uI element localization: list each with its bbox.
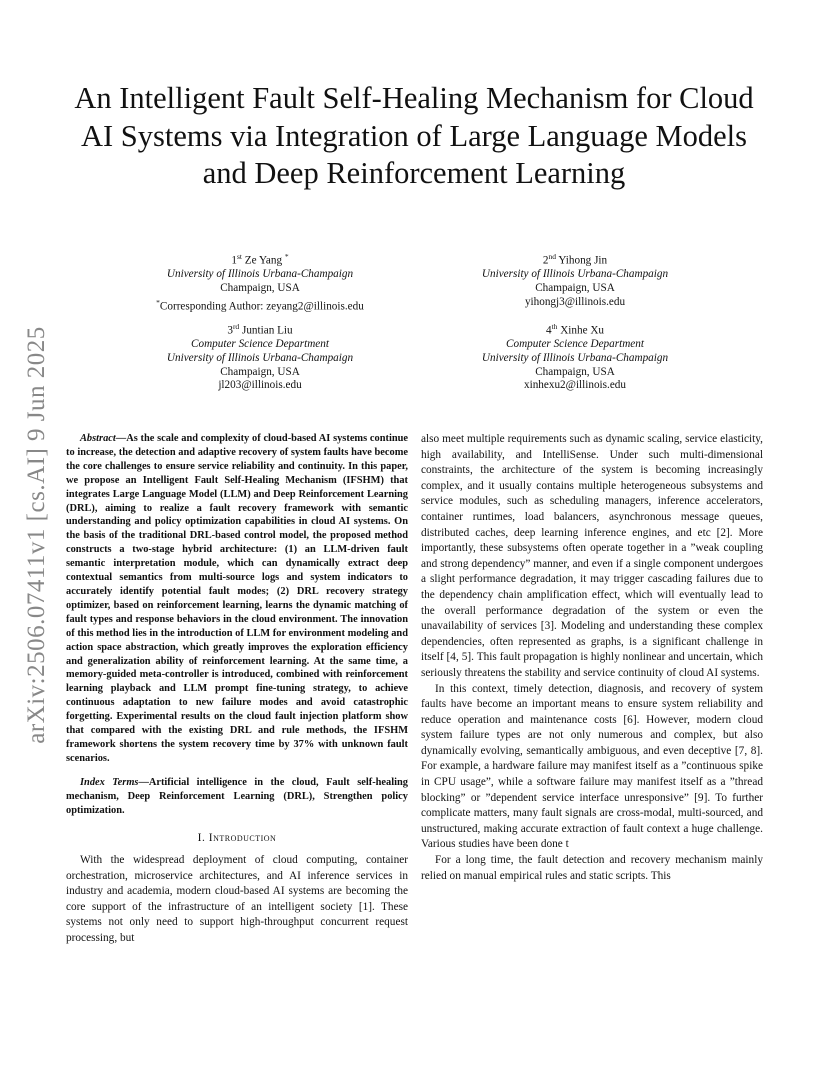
intro-paragraph: With the widespread deployment of cloud computing, container orchestration, microservice architectures, and AI inference services in industry and academia, modern cloud-based AI systems are becoming the core support of the infrastructure of an intelligent society [1]. These systems not only need to support high-throughput concurrent request processing, but — [66, 854, 408, 945]
index-terms-text: —Artificial intelligence in the cloud, Fault self-healing mechanism, Deep Reinforcement Learning (DRL), Strengthen policy optimization. — [66, 776, 408, 816]
arxiv-id: arXiv:2506.07411v1 [cs.AI] 9 Jun 2025 — [23, 326, 50, 744]
section-heading: I. Introduction — [197, 832, 277, 845]
abstract-text: —As the scale and complexity of cloud-based AI systems continue to increase, the detection and adaptive recovery of system faults have become the core challenges to ensure service reliability and continuity. In this paper, we propose an Intelligent Fault Self-Healing Mechanism (IFSHM) that integrates Large Language Model (LLM) and Deep Reinforcement Learning (DRL), aiming to realize a fault recovery framework with semantic understanding and policy optimization capabilities in cloud AI systems. On the basis of the traditional DRL-based control model, the proposed method constructs a two-stage hybrid architecture: (1) an LLM-driven fault semantic interpretation module, which can dynamically extract deep contextual semantics from multi-source logs and system indicators to accurately identify potential fault modes; (2) DRL recovery strategy optimizer, based on reinforcement learning, learns the dynamic matching of fault types and response behaviors in the cloud environment. The innovation of this method lies in the introduction of LLM for environment modeling and action space abstraction, which greatly improves the exploration efficiency and generalization ability of reinforcement learning. At the same time, a memory-guided meta-controller is introduced, combined with reinforcement learning playback and LLM prompt fine-tuning strategy, to achieve continuous adaptation to new failure modes and avoid catastrophic forgetting. Experimental results on the cloud fault injection platform show that compared with the existing DRL and rule methods, the IFSHM framework shortens the system recovery time by 37% with unknown fault scenarios. — [66, 433, 408, 764]
author-block-1 — [110, 250, 410, 314]
author-affiliation: University of Illinois Urbana-Champaign — [481, 351, 669, 364]
author-affiliation: University of Illinois Urbana-Champaign — [166, 351, 354, 364]
body-paragraph: also meet multiple requirements such as dynamic scaling, service elasticity, high availability, and IntelliSense. Under such multi-dimensional constraints, the architecture of the system is becoming increasingly complex, and it usually contains multiple heterogeneous subsystems and service modules, such as scheduling managers, inference accelerators, container runtimes, load balancers, asynchronous message queues, distributed caches, deep learning inference engines, and etc [2]. More importantly, these subsystems often operate together in a ”weak coupling and strong dependency” manner, and even if a single component undergoes a slight performance degradation, it may trigger cascading failures due to the dependency chain amplification effect, which will eventually lead to the overall performance degradation of the system or even the unavailability of services [3]. Modeling and understanding these complex dependencies, often represented as graphs, is a significant challenge in itself [4, 5]. This fault propagation is highly nonlinear and uncertain, which seriously threatens the stability and service continuity of cloud AI systems. — [421, 433, 763, 679]
author-name: 3rd Juntian Liu — [227, 322, 293, 337]
index-terms-label: Index Terms — [80, 776, 139, 788]
author-location: Champaign, USA — [535, 365, 615, 378]
author-contact: jl203@illinois.edu — [218, 379, 302, 392]
left-column — [66, 432, 408, 947]
abstract — [66, 432, 408, 766]
abstract-label: Abstract — [80, 433, 116, 444]
paper-title: An Intelligent Fault Self-Healing Mechanism for Cloud AI Systems via Integration of Large Language Models and Deep Reinforcement Learning — [74, 81, 754, 190]
index-terms — [66, 776, 408, 818]
author-name: 2nd Yihong Jin — [542, 252, 608, 267]
author-affiliation: University of Illinois Urbana-Champaign — [166, 268, 354, 281]
author-block-4 — [425, 320, 725, 393]
right-column — [421, 432, 763, 884]
author-name: 4th Xinhe Xu — [545, 322, 605, 337]
author-contact: xinhexu2@illinois.edu — [524, 379, 626, 392]
author-block-2 — [425, 250, 725, 309]
author-location: Champaign, USA — [220, 281, 300, 294]
author-block-3 — [110, 320, 410, 393]
arxiv-sidebar — [22, 310, 52, 760]
author-contact: yihongj3@illinois.edu — [524, 295, 626, 308]
author-affiliation: University of Illinois Urbana-Champaign — [481, 268, 669, 281]
author-location: Champaign, USA — [220, 365, 300, 378]
author-name: 1st Ze Yang * — [231, 252, 289, 267]
body-paragraph: In this context, timely detection, diagnosis, and recovery of system faults have become an important means to ensure system reliability and reduce operation and maintenance costs [6]. However, modern cloud system failure types are not only numerous and complex, but also dynamically evolving, semantically ambiguous, and even deceptive [7, 8]. For example, a hardware failure may manifest itself as a ”continuous spike in CPU usage”, while a software failure may manifest itself as a ”thread blocking” or ”dependent service interface unresponsive” [9]. To further complicate matters, many fault signals are cross-modal, multi-sourced, and unstructured, making accurate extraction of fault context a huge challenge. Various studies have been done t — [421, 682, 763, 851]
author-contact: *Corresponding Author: zeyang2@illinois.edu — [156, 297, 364, 313]
author-department: Computer Science Department — [191, 338, 329, 351]
author-location: Champaign, USA — [535, 281, 615, 294]
author-department: Computer Science Department — [506, 338, 644, 351]
body-paragraph: For a long time, the fault detection and recovery mechanism mainly relied on manual empirical rules and static scripts. This — [421, 854, 763, 882]
